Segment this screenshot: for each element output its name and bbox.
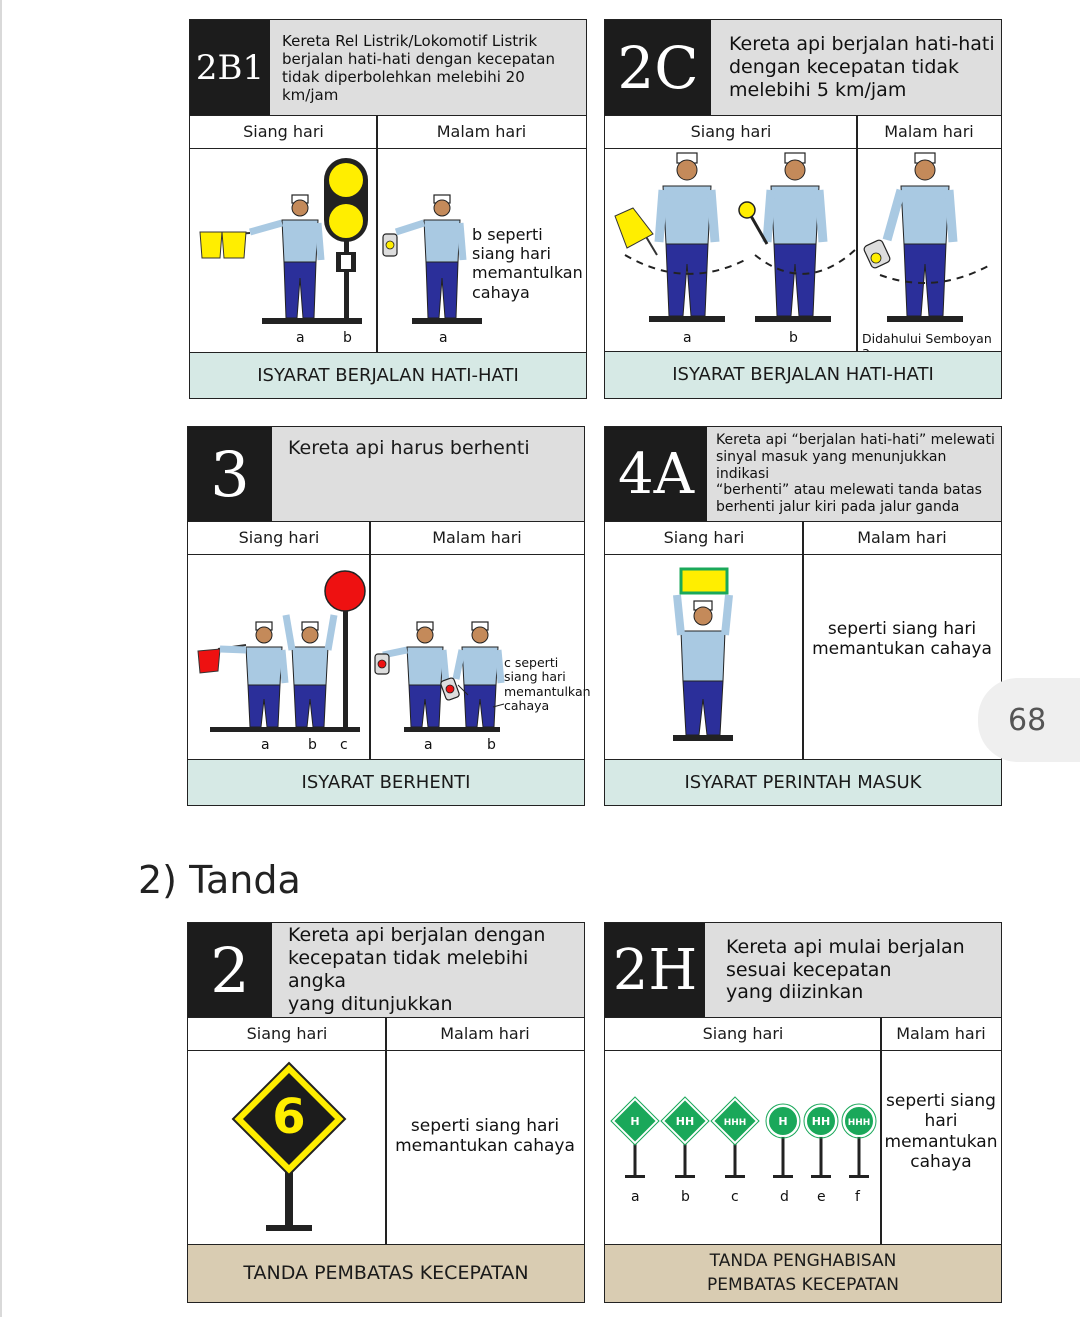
label-a: a [683, 330, 692, 346]
night-note [803, 619, 1001, 660]
label-c: c [340, 737, 348, 753]
note-line: memantulkan [504, 683, 591, 699]
desc-line: Kereta api berjalan dengan [288, 924, 546, 947]
sign-text: HH [675, 1115, 695, 1128]
col-day: Siang hari [663, 528, 745, 547]
card-2b1 [189, 19, 587, 399]
note-line: b seperti [472, 225, 543, 244]
card-footer: TANDA PEMBATAS KECEPATAN [188, 1244, 584, 1302]
card-4a [604, 426, 1002, 806]
label-e: e [817, 1189, 826, 1205]
figure-2c [605, 20, 1003, 355]
lantern-icon [440, 677, 460, 701]
card-3 [187, 426, 591, 806]
label-a: a [261, 737, 270, 753]
label-a: a [296, 330, 305, 346]
col-night: Malam hari [857, 528, 947, 547]
desc-line: sinyal masuk yang menunjukkan indikasi [716, 448, 947, 482]
note-line: hari [924, 1111, 958, 1132]
desc-line: Kereta api mulai berjalan [726, 935, 965, 958]
card-code: 3 [188, 427, 272, 521]
officer-figure [659, 153, 715, 316]
note-line: memantulkan [472, 263, 583, 283]
officer-figure [286, 615, 334, 727]
card-description: Kereta api harus berhenti [288, 437, 530, 459]
sign-text: H [630, 1115, 640, 1128]
note-line: memantukan cahaya [395, 1136, 575, 1157]
col-night: Malam hari [896, 1024, 986, 1043]
yellow-flag-icon [200, 232, 250, 258]
sign-text: HHH [723, 1118, 747, 1128]
note-line: cahaya [504, 698, 550, 714]
desc-line: berhenti jalur kiri pada jalur ganda [716, 499, 960, 516]
night-note [881, 1091, 1001, 1173]
note-line: seperti siang [886, 1091, 996, 1111]
desc-line: yang diizinkan [726, 981, 864, 1004]
note-line: cahaya [472, 282, 530, 302]
officer-figure [220, 622, 285, 727]
label-b: b [487, 737, 496, 753]
label-c: c [731, 1189, 739, 1205]
note-line: cahaya [910, 1152, 972, 1173]
card-2h [604, 922, 1002, 1303]
note-line: memantukan cahaya [812, 639, 992, 660]
officer-figure [383, 622, 446, 727]
label-b: b [343, 330, 352, 346]
page-number-tab: 68 [978, 678, 1080, 762]
label-b: b [789, 330, 798, 346]
note-line: memantukan [884, 1131, 998, 1152]
col-night: Malam hari [884, 122, 974, 141]
officer-figure [887, 153, 953, 316]
card-code: 2B1 [190, 20, 270, 115]
lantern-icon [383, 234, 397, 256]
diamond-sign-H [611, 1097, 659, 1178]
col-day: Siang hari [238, 528, 320, 547]
note-line: seperti siang hari [827, 619, 977, 639]
desc-line: sesuai kecepatan [726, 958, 892, 981]
desc-line: dengan kecepatan tidak [729, 56, 960, 79]
sign-text: H [778, 1115, 788, 1128]
lantern-icon [375, 654, 389, 674]
card-code: 2 [188, 923, 272, 1017]
desc-line: Kereta api berjalan hati-hati [729, 33, 995, 56]
label-f: f [855, 1189, 860, 1205]
card-footer: ISYARAT BERHENTI [188, 759, 584, 805]
card-code: 2C [605, 20, 711, 115]
label-d: d [780, 1189, 789, 1205]
note-line: c seperti [504, 655, 559, 670]
col-day: Siang hari [702, 1024, 784, 1043]
col-night: Malam hari [436, 122, 527, 141]
desc-line: yang ditunjukkan [288, 992, 453, 1015]
card-2 [187, 922, 585, 1303]
sign-text: HHH [847, 1118, 871, 1128]
page-edge-line [0, 0, 2, 1317]
officer-figure [456, 622, 501, 727]
night-caption: Didahului Semboyan [862, 331, 992, 346]
desc-line: melebihi 5 km/jam [729, 78, 907, 101]
card-footer [605, 1244, 1001, 1302]
circle-sign-H [766, 1104, 800, 1178]
officer-figure [677, 595, 729, 735]
note-line: siang hari [504, 669, 566, 685]
footer-line: PEMBATAS KECEPATAN [707, 1274, 899, 1295]
col-day: Siang hari [246, 1024, 328, 1043]
label-a: a [424, 737, 433, 753]
lantern-icon [863, 239, 891, 269]
card-code: 4A [605, 427, 707, 521]
card-2c [604, 19, 1002, 399]
yellow-board-icon [681, 569, 727, 593]
figure-2b1 [190, 20, 588, 355]
circle-sign-HHH [842, 1104, 876, 1178]
sign-value: 6 [272, 1089, 306, 1145]
label-b: b [308, 737, 317, 753]
circle-sign-HH [804, 1104, 838, 1178]
desc-line: Kereta Rel Listrik/Lokomotif Listrik [282, 31, 538, 50]
desc-line: kecepatan tidak melebihi angka [288, 947, 529, 992]
officer-figure [250, 195, 321, 318]
card-footer: ISYARAT BERJALAN HATI-HATI [190, 352, 586, 398]
diamond-sign-HH [661, 1097, 709, 1178]
section-title: 2) Tanda [138, 858, 301, 902]
sign-text: HH [811, 1115, 831, 1128]
officer-figure [767, 153, 823, 316]
signal-post [324, 158, 368, 318]
col-day: Siang hari [690, 122, 772, 141]
desc-line: “berhenti” atau melewati tanda batas [716, 482, 982, 499]
night-note [386, 1116, 584, 1157]
desc-line: berjalan hati-hati dengan kecepatan [282, 49, 555, 68]
note-line: siang hari [472, 244, 551, 264]
officer-figure [396, 195, 463, 318]
label-b: b [681, 1189, 690, 1205]
figure-4a [605, 427, 1003, 762]
note-line: seperti siang hari [410, 1116, 560, 1136]
card-code: 2H [605, 923, 705, 1017]
diamond-sign-HHH [711, 1097, 759, 1178]
col-night: Malam hari [440, 1024, 530, 1043]
night-note [472, 225, 583, 302]
night-note [504, 656, 591, 714]
speed-limit-sign-figure [188, 923, 586, 1259]
col-day: Siang hari [243, 122, 324, 141]
desc-line: tidak diperbolehkan melebihi 20 km/jam [282, 67, 525, 104]
desc-line: Kereta api “berjalan hati-hati” melewati [716, 432, 995, 448]
signal-disc-icon [739, 202, 767, 244]
yellow-flag-icon [615, 208, 657, 255]
footer-line: TANDA PENGHABISAN [709, 1250, 897, 1271]
label-a: a [439, 330, 448, 346]
col-night: Malam hari [432, 528, 522, 547]
label-a: a [631, 1189, 640, 1205]
card-footer: ISYARAT BERJALAN HATI-HATI [605, 351, 1001, 398]
card-footer: ISYARAT PERINTAH MASUK [605, 759, 1001, 805]
